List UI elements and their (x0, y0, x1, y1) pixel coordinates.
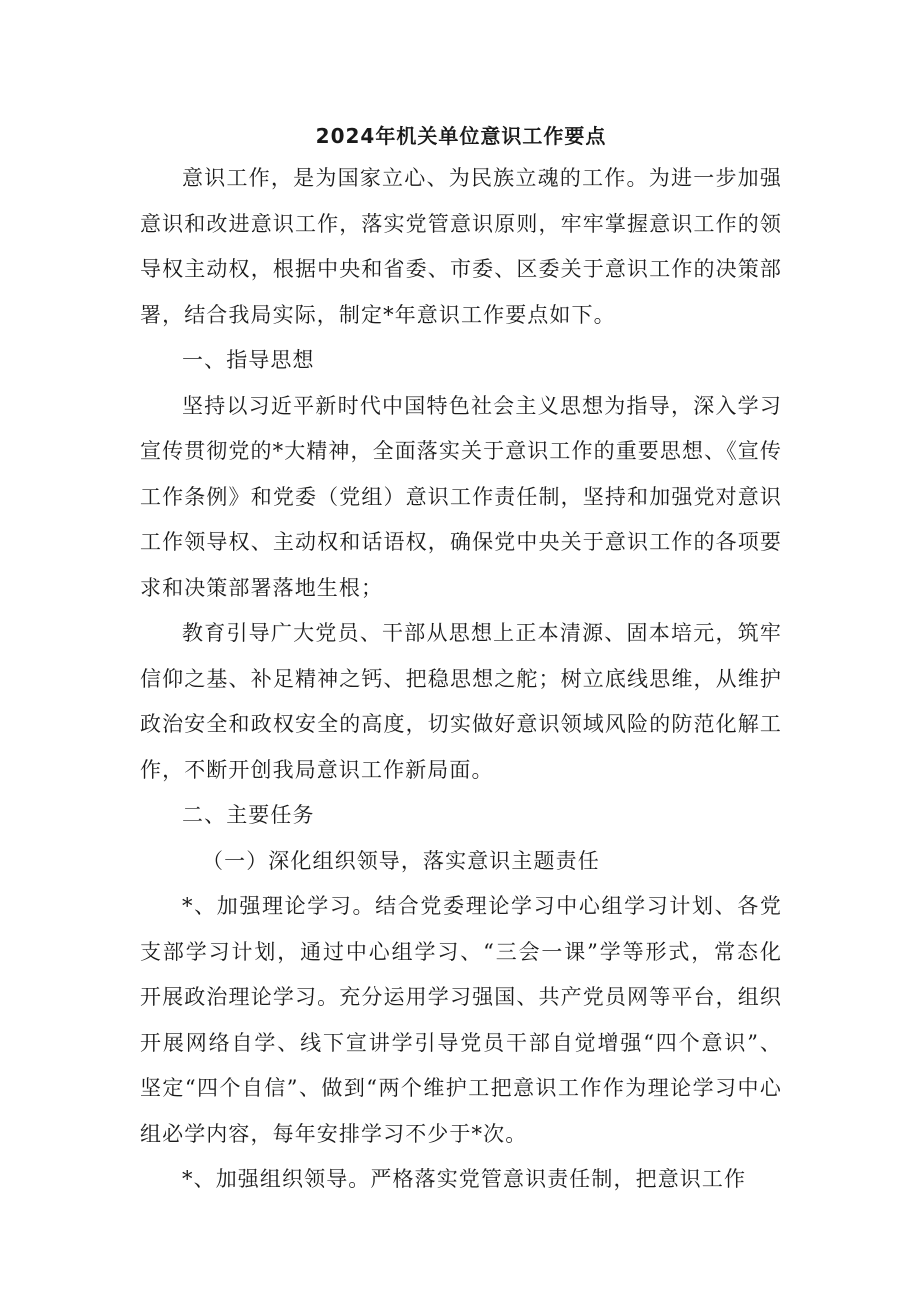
guiding-ideology-paragraph-2: 教育引导广大党员、干部从思想上正本清源、固本培元，筑牢信仰之基、补足精神之钙、把稳思想之舵；树立底线思维，从维护政治安全和政权安全的高度，切实做好意识领域风险的防范化解工作，不断开创我局意识工作新局面。 (140, 621, 782, 782)
task-item-organization-leadership: *、加强组织领导。严格落实党管意识责任制，把意识工作 (182, 1167, 747, 1191)
task-item-theory-study: *、加强理论学习。结合党委理论学习中心组学习计划、各党支部学习计划，通过中心组学习、“三会一课”学等形式，常态化开展政治理论学习。充分运用学习强国、共产党员网等平台，组织开展网络自学、线下宣讲学引导党员干部自觉增强“四个意识”、坚定“四个自信”、做到“两个维护工把意识工作作为理论学习中心组必学内容，每年安排学习不少于*次。 (140, 894, 782, 1146)
subsection-heading-organization: （一）深化组织领导，落实意识主题责任 (202, 848, 600, 873)
guiding-ideology-paragraph-1: 坚持以习近平新时代中国特色社会主义思想为指导，深入学习宣传贯彻党的*大精神，全面落实关于意识工作的重要思想、《宣传工作条例》和党委（党组）意识工作责任制，坚持和加强党对意识工作领导权、主动权和话语权，确保党中央关于意识工作的各项要求和决策部署落地生根； (140, 393, 782, 600)
document-title: 2024年机关单位意识工作要点 (315, 124, 607, 148)
intro-paragraph: 意识工作，是为国家立心、为民族立魂的工作。为进一步加强意识和改进意识工作，落实党管意识原则，牢牢掌握意识工作的领导权主动权，根据中央和省委、市委、区委关于意识工作的决策部署，结合我局实际，制定*年意识工作要点如下。 (140, 166, 782, 327)
section-heading-guiding-ideology: 一、指导思想 (182, 348, 315, 372)
section-heading-main-tasks: 二、主要任务 (182, 803, 315, 827)
document-body (140, 118, 782, 1203)
